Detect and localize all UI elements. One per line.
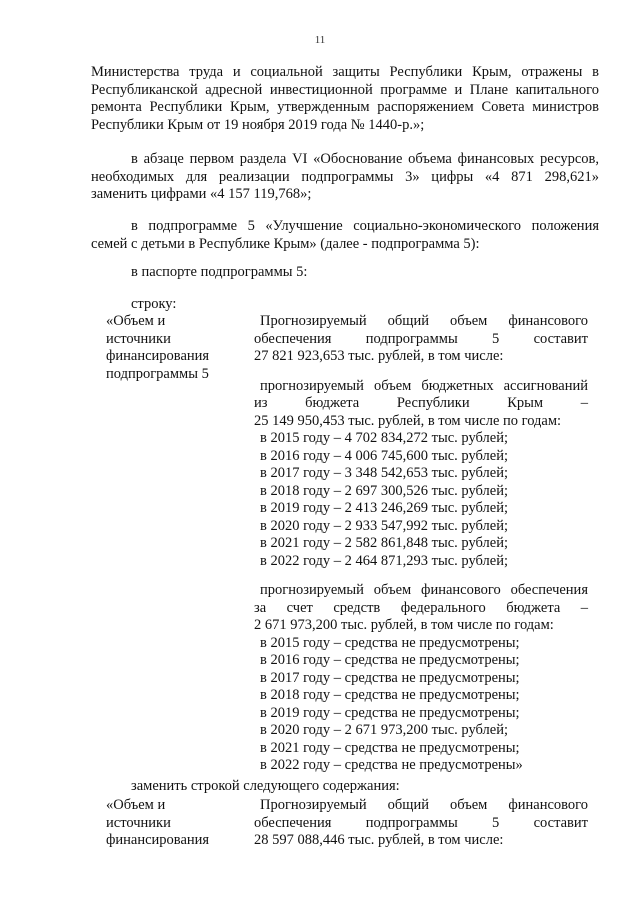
text-line: необходимых для реализации подпрограммы 3» цифры «4 871 298,621» [91,168,599,185]
year-line: в 2020 году – 2 933 547,992 тыс. рублей; [260,517,509,534]
cell-line: источники [106,814,171,831]
cell-line: финансирования [106,832,210,848]
table1-right-cell [254,313,588,781]
cell-line: Прогнозируемый общий объем финансового [260,313,588,329]
cell-line: за счет средств федерального бюджета – [254,599,588,616]
total-block [254,313,588,366]
text-line: ремонта Республики Крым, утвержденным распоряжением Совета министров [91,99,599,115]
year-line: в 2022 году – средства не предусмотрены» [260,757,523,773]
cell-line: «Объем и [106,313,166,329]
row-label: строку: [131,296,177,312]
year-line: в 2017 году – средства не предусмотрены; [260,669,520,686]
table1-left-cell [106,313,246,383]
cell-line: 27 821 923,653 тыс. рублей, в том числе: [254,348,504,364]
cell-line: из бюджета Республики Крым – [254,395,588,411]
table2-left-cell [106,797,246,850]
cell-line: финансирования [106,348,210,364]
cell-line: 28 597 088,446 тыс. рублей, в том числе: [254,832,504,848]
year-line: в 2017 году – 3 348 542,653 тыс. рублей; [260,465,509,481]
federal-block [254,582,588,775]
paragraph-section-vi [91,151,599,204]
cell-line: обеспечения подпрограммы 5 составит [254,814,588,831]
table2-right-cell [254,797,588,850]
year-line: в 2018 году – 2 697 300,526 тыс. рублей; [260,482,509,499]
year-line: в 2022 году – 2 464 871,293 тыс. рублей; [260,552,509,569]
cell-line: 25 149 950,453 тыс. рублей, в том числе по годам: [254,412,562,429]
year-line: в 2015 году – 4 702 834,272 тыс. рублей; [260,430,509,446]
cell-line: подпрограммы 5 [106,365,209,382]
text-line: в абзаце первом раздела VI «Обоснование объема финансовых ресурсов, [131,151,599,167]
cell-line: обеспечения подпрограммы 5 составит [254,330,588,347]
year-line: в 2020 году – 2 671 973,200 тыс. рублей; [260,722,509,738]
text-line: Министерства труда и социальной защиты Республики Крым, отражены в [91,64,599,80]
paragraph-subprogram-5 [91,218,599,253]
year-line: в 2015 году – средства не предусмотрены; [260,634,520,651]
text-line: заменить цифрами «4 157 119,768»; [91,186,312,202]
paragraph-continuation [91,64,599,134]
cell-line: Прогнозируемый общий объем финансового [260,797,588,813]
year-line: в 2016 году – 4 006 745,600 тыс. рублей; [260,447,509,464]
cell-line: «Объем и [106,797,166,813]
year-line: в 2019 году – 2 413 246,269 тыс. рублей; [260,500,509,516]
year-line: в 2016 году – средства не предусмотрены; [260,652,520,668]
page-number: 11 [314,34,326,46]
year-line: в 2018 году – средства не предусмотрены; [260,687,520,703]
year-line: в 2019 году – средства не предусмотрены; [260,704,520,721]
replace-label: заменить строкой следующего содержания: [131,778,400,794]
cell-line: 2 671 973,200 тыс. рублей, в том числе по годам: [254,617,554,633]
budget-block [254,378,588,571]
year-line: в 2021 году – 2 582 861,848 тыс. рублей; [260,535,509,551]
cell-line: прогнозируемый объем бюджетных ассигнований [260,377,588,394]
cell-line: источники [106,330,171,347]
paragraph-passport: в паспорте подпрограммы 5: [131,264,308,280]
text-line: семей с детьми в Республике Крым» (далее - подпрограмма 5): [91,235,480,252]
text-line: в подпрограмме 5 «Улучшение социально-экономического положения [131,218,599,234]
text-line: Республиканской адресной инвестиционной программе и Плане капитального [91,81,599,98]
text-line: Республики Крым от 19 ноября 2019 года № 1440-р.»; [91,116,425,133]
cell-line: прогнозируемый объем финансового обеспечения [260,582,588,598]
year-line: в 2021 году – средства не предусмотрены; [260,739,520,756]
